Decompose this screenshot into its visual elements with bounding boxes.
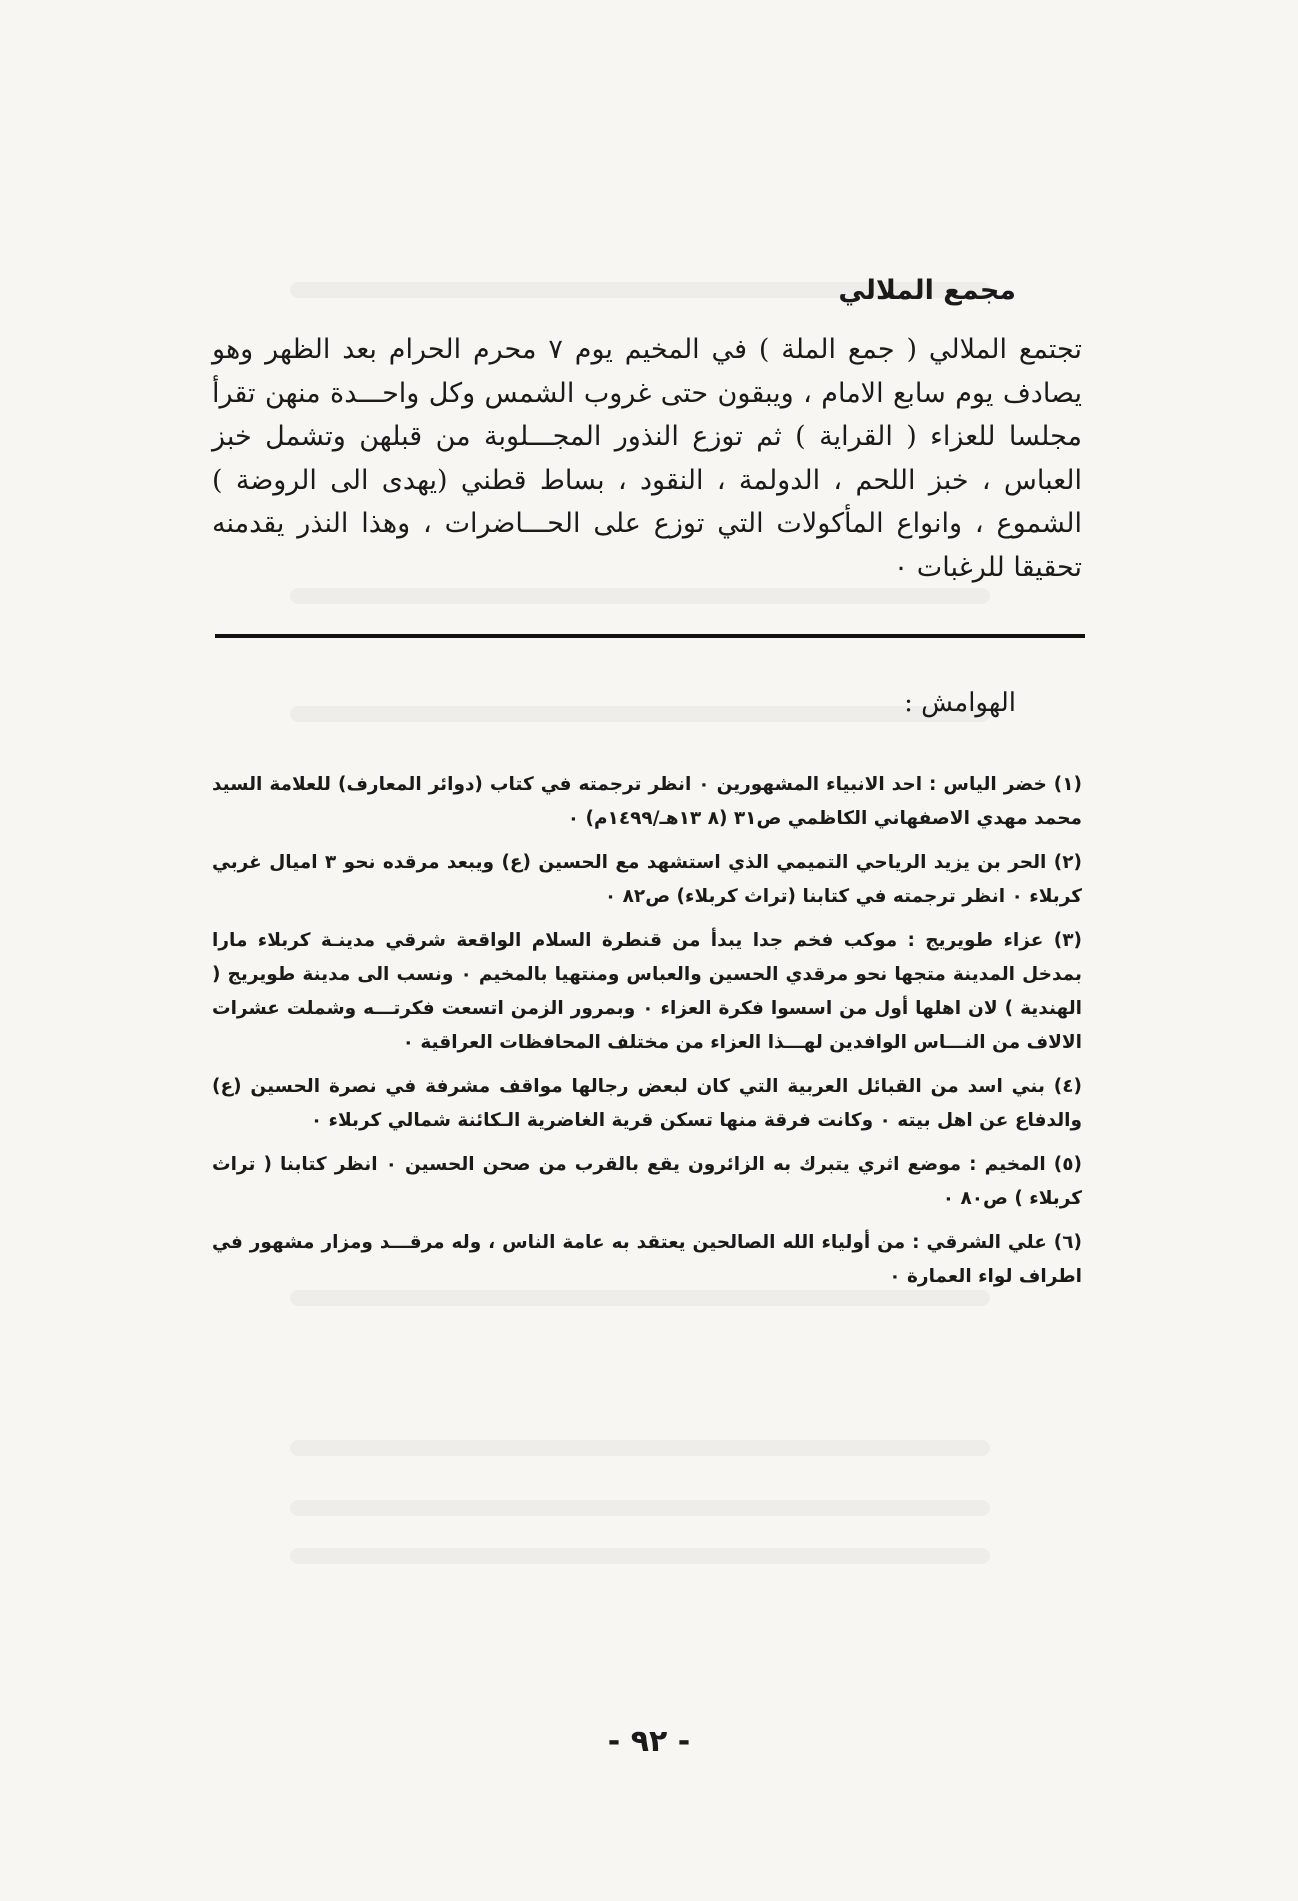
footnote-2: (٢) الحر بن يزيد الرياحي التميمي الذي استشهد مع الحسين (ع) ويبعد مرقده نحو ٣ اميال غربي كربلاء ٠ انظر ترجمته في كتابنا (تراث كربلاء) ص٨٢ ٠ (212, 852, 1082, 907)
show-through-line (290, 1440, 990, 1456)
section-heading: مجمع الملالي (838, 275, 1016, 306)
footnote-6: (٦) علي الشرقي : من أولياء الله الصالحين يعتقد به عامة الناس ، وله مرقـــد ومزار مشهور في اطراف لواء العمارة ٠ (212, 1232, 1082, 1287)
footnote-4: (٤) بني اسد من القبائل العربية التي كان لبعض رجالها مواقف مشرفة في نصرة الحسين (ع) والدفاع عن اهل بيته ٠ وكانت فرقة منها تسكن قرية الغاضرية الـكائنة شمالي كربلاء ٠ (212, 1076, 1082, 1131)
show-through-line (290, 706, 990, 722)
body-paragraph-block (212, 328, 1082, 589)
show-through-line (290, 1500, 990, 1516)
footnotes-list (212, 768, 1082, 1304)
body-paragraph: تجتمع الملالي ( جمع الملة ) في المخيم يوم ٧ محرم الحرام بعد الظهر وهو يصادف يوم سابع الامام ، ويبقون حتى غروب الشمس وكل واحـــدة منهن تقرأ مجلسا للعزاء ( القراية ) ثم توزع النذور المجـــلوبة من قبلهن وتشمل خبز العباس ، خبز اللحم ، الدولمة ، النقود ، بساط قطني (يهدى الى الروضة ) الشموع ، وانواع المأكولات التي توزع على الحـــاضرات ، وهذا النذر يقدمنه تحقيقا للرغبات ٠ (212, 334, 1082, 583)
footnote-3: (٣) عزاء طويريج : موكب فخم جدا يبدأ من قنطرة السلام الواقعة شرقي مدينـة كربلاء مارا بمدخل المدينة متجها نحو مرقدي الحسين والعباس ومنتهيا بالمخيم ٠ ونسب الى مدينة طويريج ( الهندية ) لان اهلها أول من اسسوا فكرة العزاء ٠ وبمرور الزمن اتسعت فكرتـــه وشملت عشرات الالاف من النـــاس الوافدين لهـــذا العزاء من مختلف المحافظات العراقية ٠ (212, 930, 1082, 1053)
horizontal-rule (215, 634, 1085, 638)
footnote-5: (٥) المخيم : موضع اثري يتبرك به الزائرون يقع بالقرب من صحن الحسين ٠ انظر كتابنا ( تراث كربلاء ) ص٨٠ ٠ (212, 1154, 1083, 1209)
footnote-1: (١) خضر الياس : احد الانبياء المشهورين ٠ انظر ترجمته في كتاب (دوائر المعارف) للعلامة السيد محمد مهدي الاصفهاني الكاظمي ص٣١ (٨ ١٣هـ/١٤٩٩م) ٠ (212, 774, 1082, 829)
page-number: - ٩٢ - (607, 1724, 691, 1759)
show-through-line (290, 1548, 990, 1564)
show-through-line (290, 588, 990, 604)
footnotes-title: الهوامش : (904, 688, 1016, 718)
